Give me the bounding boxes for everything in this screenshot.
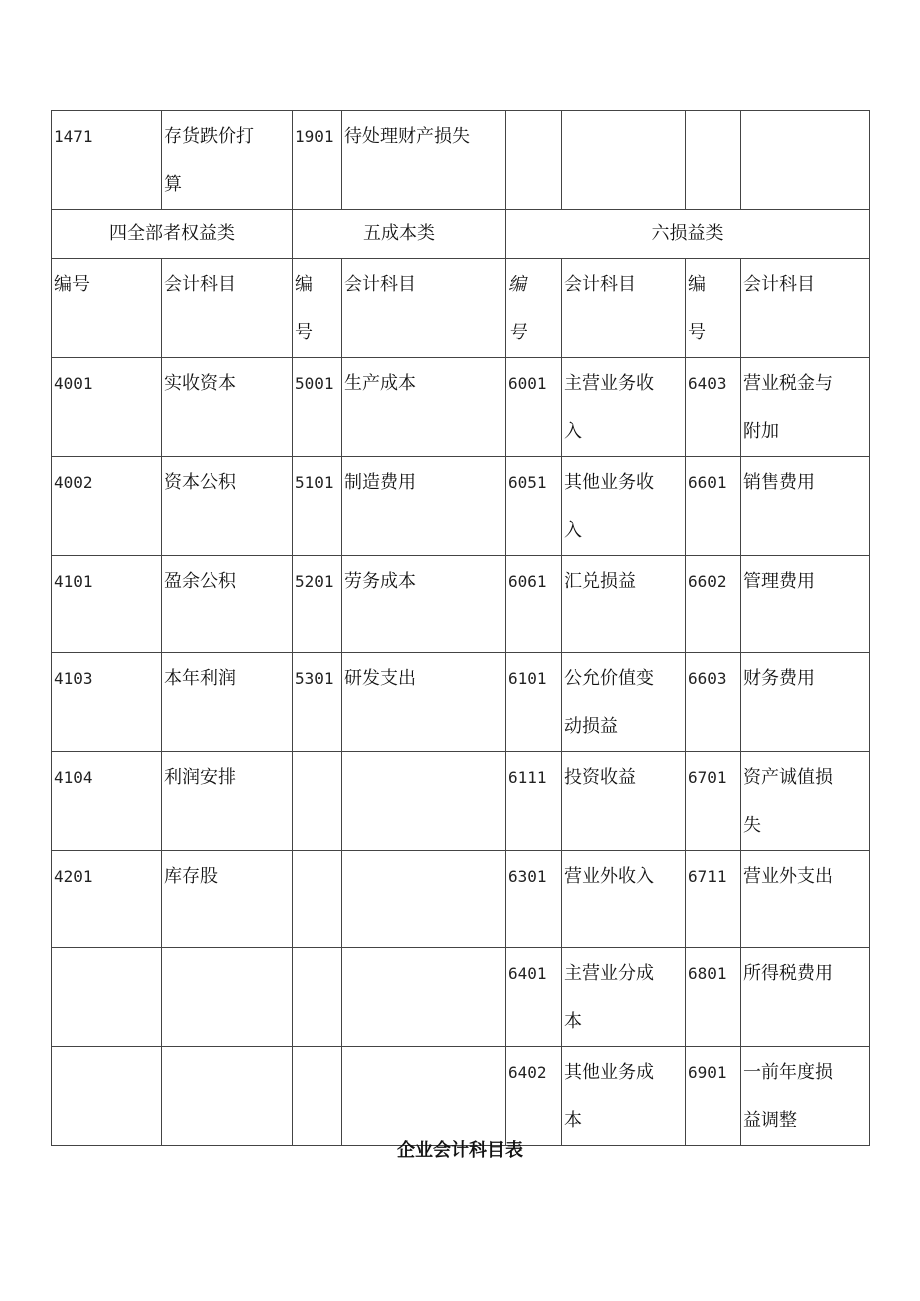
table-row — [52, 851, 870, 948]
account-code: 6403 — [688, 374, 727, 393]
account-name: 库存股 — [164, 866, 218, 887]
account-code — [52, 1047, 161, 1049]
account-name: 销售费用 — [743, 472, 815, 493]
table-caption: 企业会计科目表 — [397, 1140, 523, 1161]
account-name: 实收资本 — [164, 373, 236, 394]
account-name: 资本公积 — [164, 472, 236, 493]
account-code: 6111 — [508, 768, 547, 787]
account-code — [293, 752, 339, 754]
account-code: 6711 — [688, 867, 727, 886]
table-row — [52, 752, 870, 851]
account-name — [342, 948, 494, 950]
account-name: 待处理财产损失 — [344, 126, 470, 147]
account-name — [342, 851, 494, 853]
col-header-code: 编号 — [54, 274, 90, 295]
account-code: 5301 — [295, 669, 334, 688]
account-code: 6401 — [508, 964, 547, 983]
account-name: 资产诚值损失 — [743, 767, 833, 836]
column-header-row — [52, 259, 870, 358]
section-title-equity: 四全部者权益类 — [52, 210, 293, 259]
account-name: 主营业分成本 — [564, 963, 654, 1032]
accounts-table — [51, 110, 870, 1146]
account-code — [293, 948, 339, 950]
account-code: 4201 — [54, 867, 93, 886]
account-name: 所得税费用 — [743, 963, 833, 984]
table-row — [52, 358, 870, 457]
account-name: 公允价值变动损益 — [564, 668, 654, 737]
section-header-row — [52, 210, 870, 259]
account-code: 4002 — [54, 473, 93, 492]
account-code: 4104 — [54, 768, 93, 787]
account-name — [162, 1047, 264, 1049]
account-name: 制造费用 — [344, 472, 416, 493]
account-name: 利润安排 — [164, 767, 236, 788]
account-code: 4103 — [54, 669, 93, 688]
account-name: 其他业务成本 — [564, 1062, 654, 1131]
account-name: 一前年度损益调整 — [743, 1062, 833, 1131]
account-code: 5101 — [295, 473, 334, 492]
account-code — [52, 948, 161, 950]
account-name: 营业外收入 — [564, 866, 654, 887]
account-name: 财务费用 — [743, 668, 815, 689]
section-title-profit-loss: 六损益类 — [506, 210, 870, 259]
account-name: 研发支出 — [344, 668, 416, 689]
table-row — [52, 948, 870, 1047]
account-code: 1471 — [54, 127, 93, 146]
account-name: 本年利润 — [164, 668, 236, 689]
account-code: 6601 — [688, 473, 727, 492]
account-name: 劳务成本 — [344, 571, 416, 592]
account-name: 投资收益 — [564, 767, 636, 788]
account-code: 6603 — [688, 669, 727, 688]
account-code: 6602 — [688, 572, 727, 591]
account-name: 主营业务收入 — [564, 373, 654, 442]
account-code: 5001 — [295, 374, 334, 393]
account-name — [162, 948, 264, 950]
col-header-code: 编号 — [688, 274, 706, 343]
account-name: 营业税金与附加 — [743, 373, 833, 442]
account-code — [293, 1047, 339, 1049]
account-code: 4101 — [54, 572, 93, 591]
table-row — [52, 653, 870, 752]
account-code — [293, 851, 339, 853]
table-row — [52, 556, 870, 653]
col-header-subject: 会计科目 — [344, 274, 416, 295]
table-row — [52, 1047, 870, 1146]
account-name: 汇兑损益 — [564, 571, 636, 592]
col-header-code: 编号 — [508, 274, 526, 343]
account-code: 6051 — [508, 473, 547, 492]
account-code: 6001 — [508, 374, 547, 393]
account-code: 6101 — [508, 669, 547, 688]
account-code: 4001 — [54, 374, 93, 393]
col-header-subject: 会计科目 — [564, 274, 636, 295]
account-name: 生产成本 — [344, 373, 416, 394]
account-code: 5201 — [295, 572, 334, 591]
account-code: 6801 — [688, 964, 727, 983]
table-row — [52, 111, 870, 210]
col-header-code: 编号 — [295, 274, 313, 343]
account-name: 存货跌价打算 — [164, 126, 254, 195]
account-code: 6402 — [508, 1063, 547, 1082]
section-title-cost: 五成本类 — [293, 210, 506, 259]
account-name: 其他业务收入 — [564, 472, 654, 541]
account-code: 6061 — [508, 572, 547, 591]
account-code: 1901 — [295, 127, 334, 146]
account-rows — [52, 358, 870, 1146]
col-header-subject: 会计科目 — [743, 274, 815, 295]
account-name: 营业外支出 — [743, 866, 833, 887]
account-code: 6901 — [688, 1063, 727, 1082]
account-name: 管理费用 — [743, 571, 815, 592]
account-name: 盈余公积 — [164, 571, 236, 592]
account-name — [342, 1047, 494, 1049]
table-row — [52, 457, 870, 556]
account-code: 6701 — [688, 768, 727, 787]
account-code: 6301 — [508, 867, 547, 886]
account-name — [342, 752, 494, 754]
col-header-subject: 会计科目 — [164, 274, 236, 295]
